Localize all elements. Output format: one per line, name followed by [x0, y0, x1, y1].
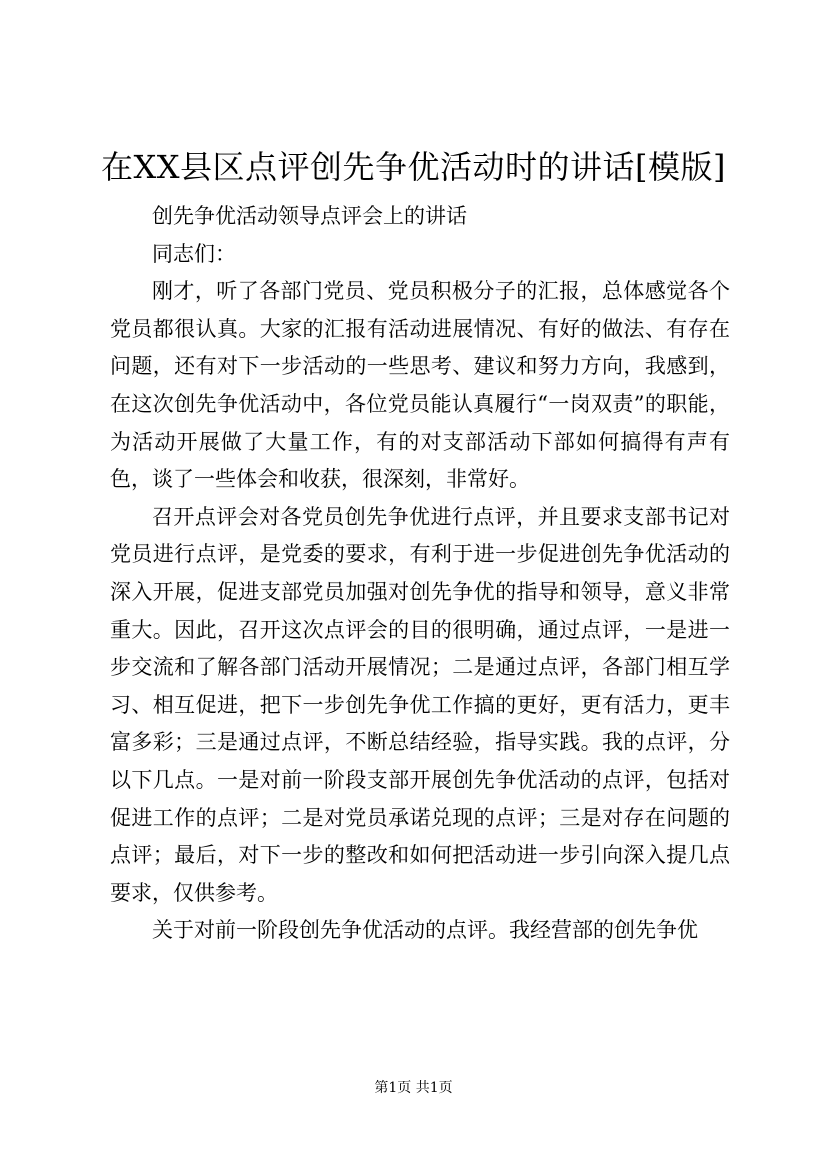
paragraph-1: 刚才，听了各部门党员、党员积极分子的汇报，总体感觉各个党员都很认真。大家的汇报有活动进展情况、有好的做法、有存在问题，还有对下一步活动的一些思考、建议和努力方向，我感到，在这次创先争优活动中，各位党员能认真履行“一岗双责”的职能，为活动开展做了大量工作，有的对支部活动下部如何搞得有声有色，谈了一些体会和收获，很深刻，非常好。 [110, 279, 730, 492]
page-footer: 第1页 共1页 [374, 1080, 453, 1096]
subtitle-line: 创先争优活动领导点评会上的讲话 [152, 204, 467, 228]
document-body [110, 198, 730, 950]
paragraph-3: 关于对前一阶段创先争优活动的点评。我经营部的创先争优 [152, 918, 698, 943]
salutation-line: 同志们： [152, 241, 236, 266]
document-title: 在XX县区点评创先争优活动时的讲话[模版] [100, 148, 727, 186]
paragraph-2: 召开点评会对各党员创先争优进行点评，并且要求支部书记对党员进行点评，是党委的要求，有利于进一步促进创先争优活动的深入开展，促进支部党员加强对创先争优的指导和领导，意义非常重大。因此，召开这次点评会的目的很明确，通过点评，一是进一步交流和了解各部门活动开展情况；二是通过点评，各部门相互学习、相互促进，把下一步创先争优工作搞的更好，更有活力，更丰富多彩；三是通过点评，不断总结经验，指导实践。我的点评，分以下几点。一是对前一阶段支部开展创先争优活动的点评，包括对促进工作的点评；二是对党员承诺兑现的点评；三是对存在问题的点评；最后，对下一步的整改和如何把活动进一步引向深入提几点要求，仅供参考。 [110, 504, 730, 905]
